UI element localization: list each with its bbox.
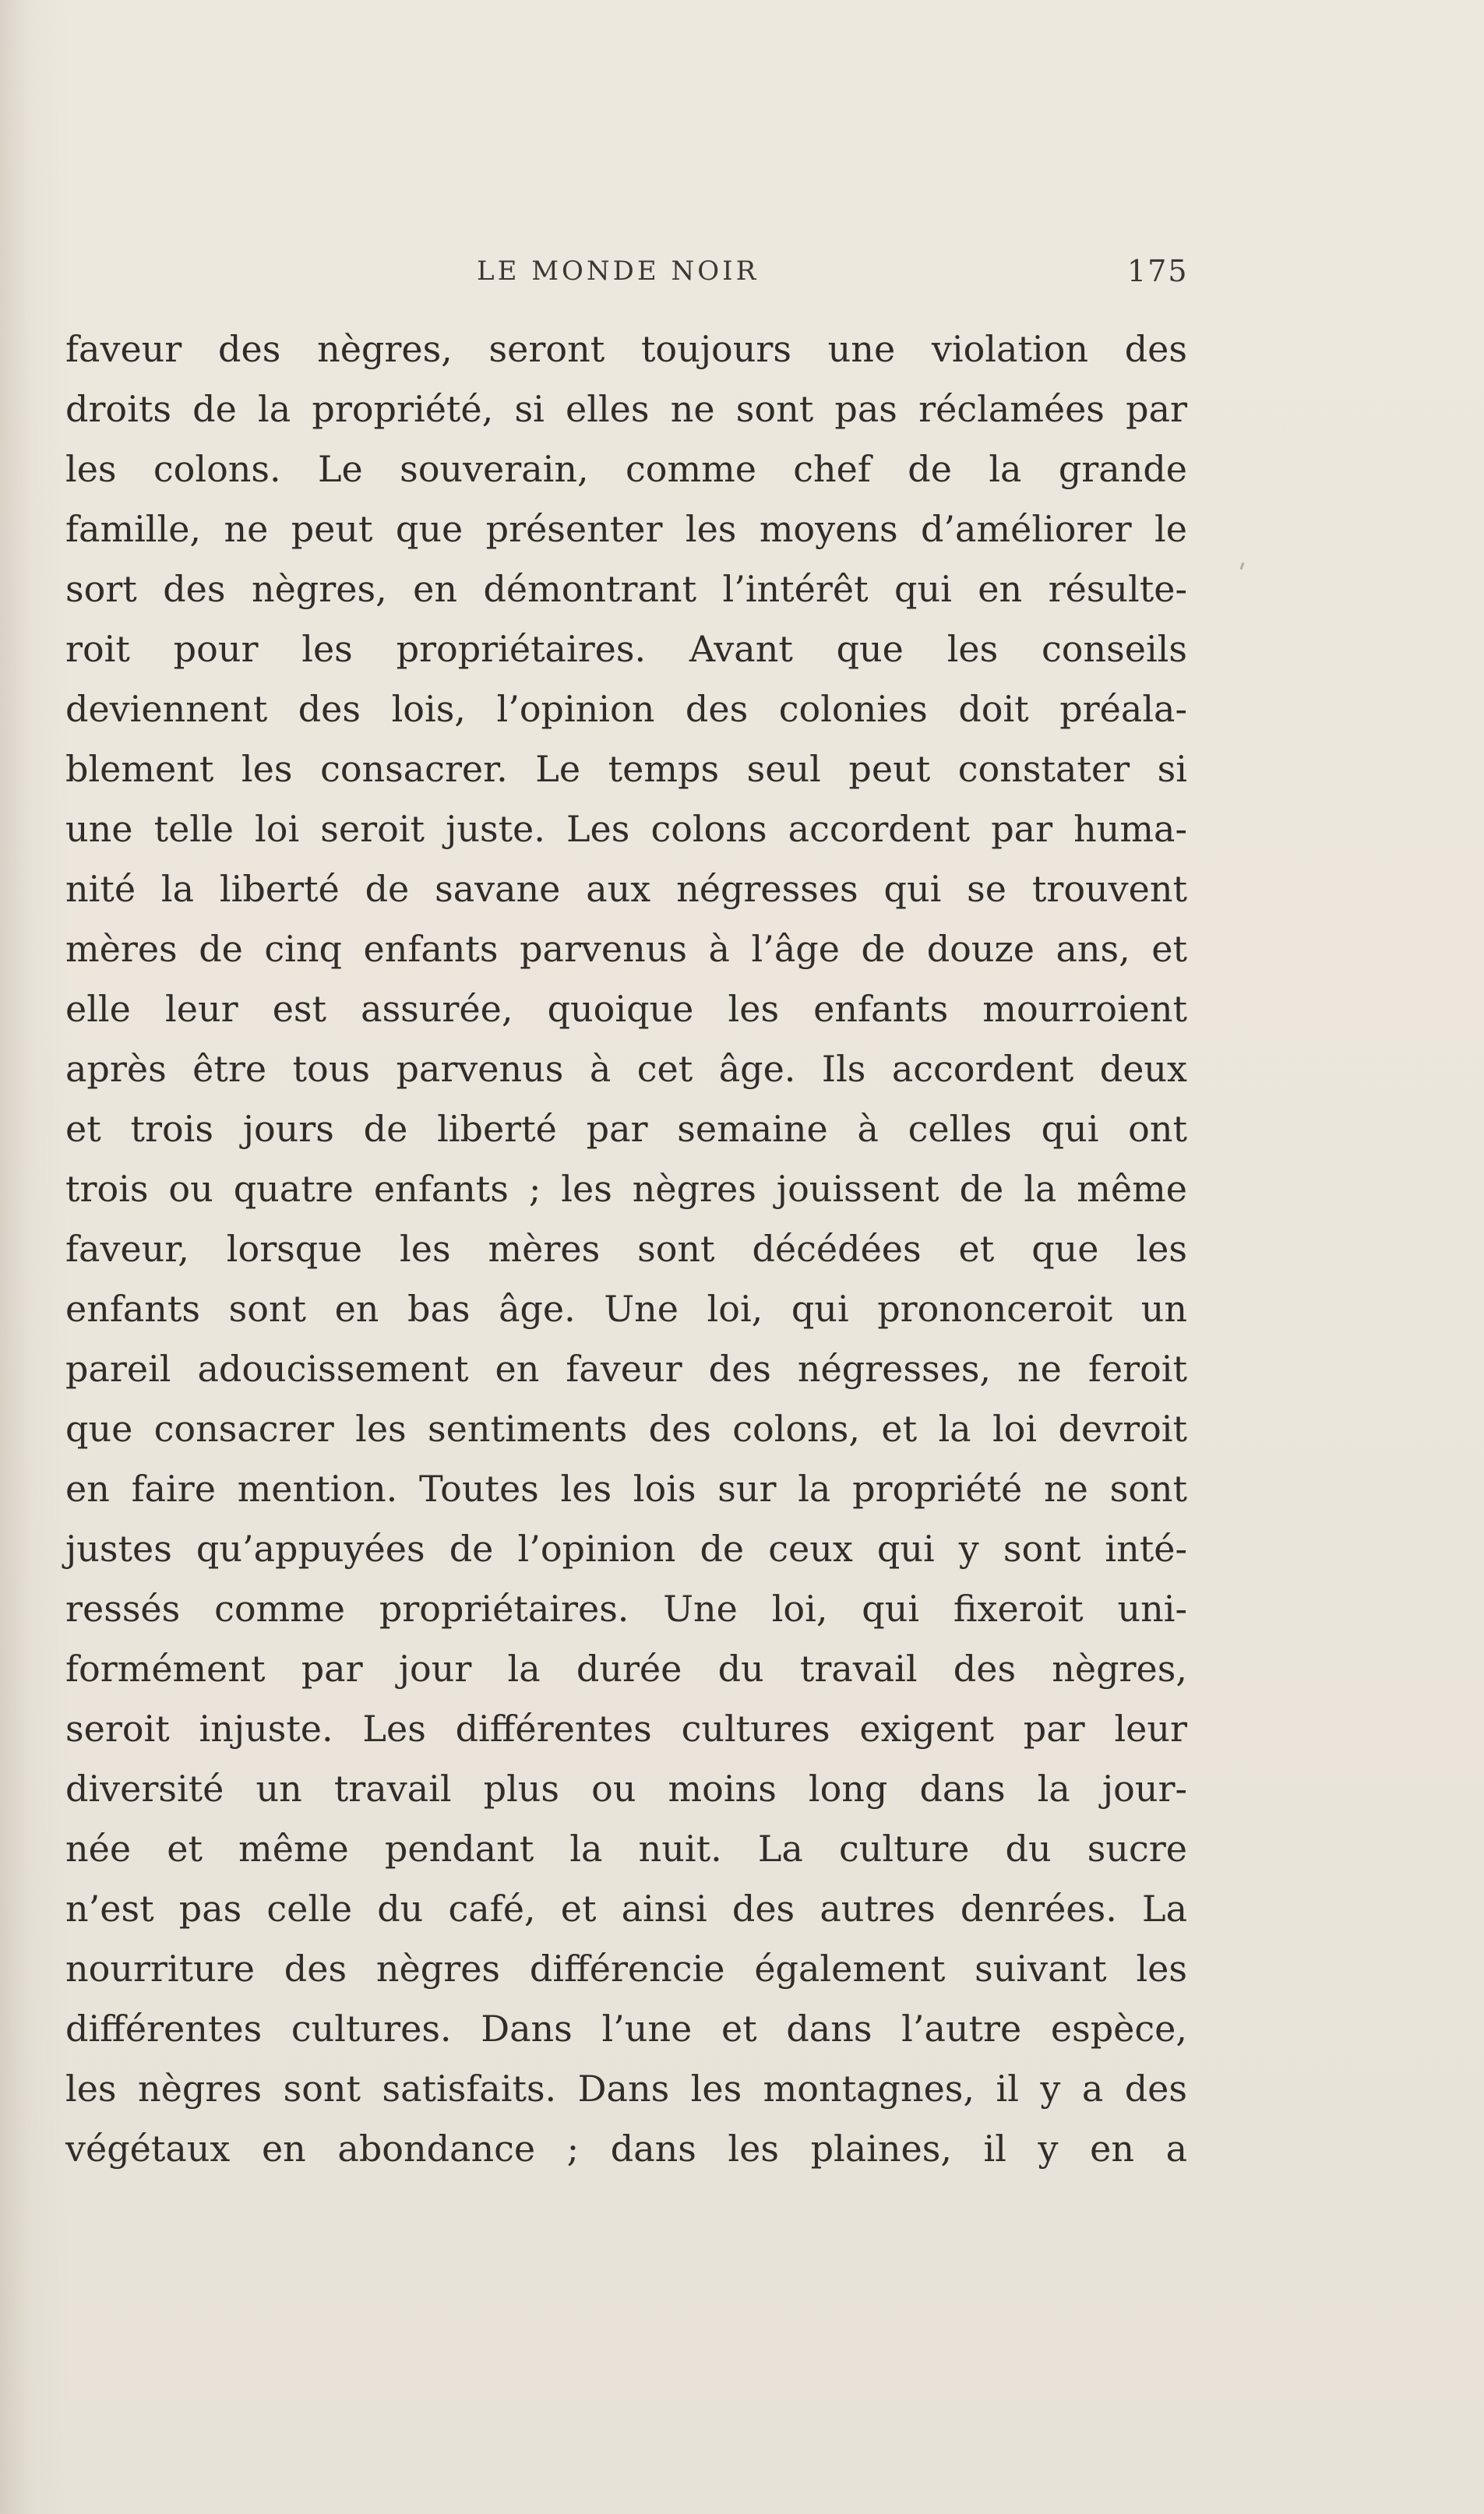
text-line: en faire mention. Toutes les lois sur la propriété ne sont — [65, 1468, 1187, 1510]
text-line: enfants sont en bas âge. Une loi, qui prononceroit un — [65, 1288, 1187, 1330]
text-line: deviennent des lois, l’opinion des colonies doit préala- — [65, 688, 1187, 730]
page-number: 175 — [1127, 254, 1189, 288]
text-line: nourriture des nègres différencie également suivant les — [65, 1948, 1187, 1990]
text-line: blement les consacrer. Le temps seul peut constater si — [65, 748, 1187, 790]
text-line: végétaux en abondance ; dans les plaines, il y en a — [65, 2128, 1187, 2170]
text-line: mères de cinq enfants parvenus à l’âge de douze ans, et — [65, 928, 1187, 970]
text-line: née et même pendant la nuit. La culture du sucre — [65, 1828, 1187, 1870]
text-line: que consacrer les sentiments des colons, et la loi devroit — [65, 1408, 1187, 1450]
text-line: n’est pas celle du café, et ainsi des autres denrées. La — [65, 1888, 1187, 1930]
text-line: une telle loi seroit juste. Les colons accordent par huma- — [65, 808, 1187, 850]
text-line: ressés comme propriétaires. Une loi, qui fixeroit uni- — [65, 1588, 1187, 1630]
text-line: elle leur est assurée, quoique les enfants mourroient — [65, 988, 1187, 1030]
text-line: justes qu’appuyées de l’opinion de ceux qui y sont inté- — [65, 1528, 1187, 1570]
text-line: famille, ne peut que présenter les moyens d’améliorer le — [65, 508, 1187, 550]
text-line: sort des nègres, en démontrant l’intérêt qui en résulte- — [65, 568, 1187, 610]
text-line: roit pour les propriétaires. Avant que les conseils — [65, 628, 1187, 670]
body-text — [65, 319, 1187, 2179]
text-line: les nègres sont satisfaits. Dans les montagnes, il y a des — [65, 2068, 1187, 2110]
text-line: différentes cultures. Dans l’une et dans l’autre espèce, — [65, 2008, 1187, 2050]
text-line: diversité un travail plus ou moins long dans la jour- — [65, 1768, 1187, 1810]
text-line: faveur des nègres, seront toujours une violation des — [65, 328, 1187, 370]
text-line: seroit injuste. Les différentes cultures exigent par leur — [65, 1708, 1187, 1750]
text-line: faveur, lorsque les mères sont décédées et que les — [65, 1228, 1187, 1270]
text-line: les colons. Le souverain, comme chef de la grande — [65, 448, 1187, 490]
text-line: et trois jours de liberté par semaine à celles qui ont — [65, 1108, 1187, 1150]
paper-speck — [1240, 562, 1245, 569]
text-line: nité la liberté de savane aux négresses qui se trouvent — [65, 868, 1187, 910]
text-line: pareil adoucissement en faveur des négresses, ne feroit — [65, 1348, 1187, 1390]
running-title: LE MONDE NOIR — [477, 256, 760, 287]
running-head — [0, 248, 1484, 294]
text-line: formément par jour la durée du travail des nègres, — [65, 1648, 1187, 1690]
text-line: droits de la propriété, si elles ne sont pas réclamées par — [65, 388, 1187, 430]
text-line: après être tous parvenus à cet âge. Ils accordent deux — [65, 1048, 1187, 1090]
text-line: trois ou quatre enfants ; les nègres jouissent de la même — [65, 1168, 1187, 1210]
